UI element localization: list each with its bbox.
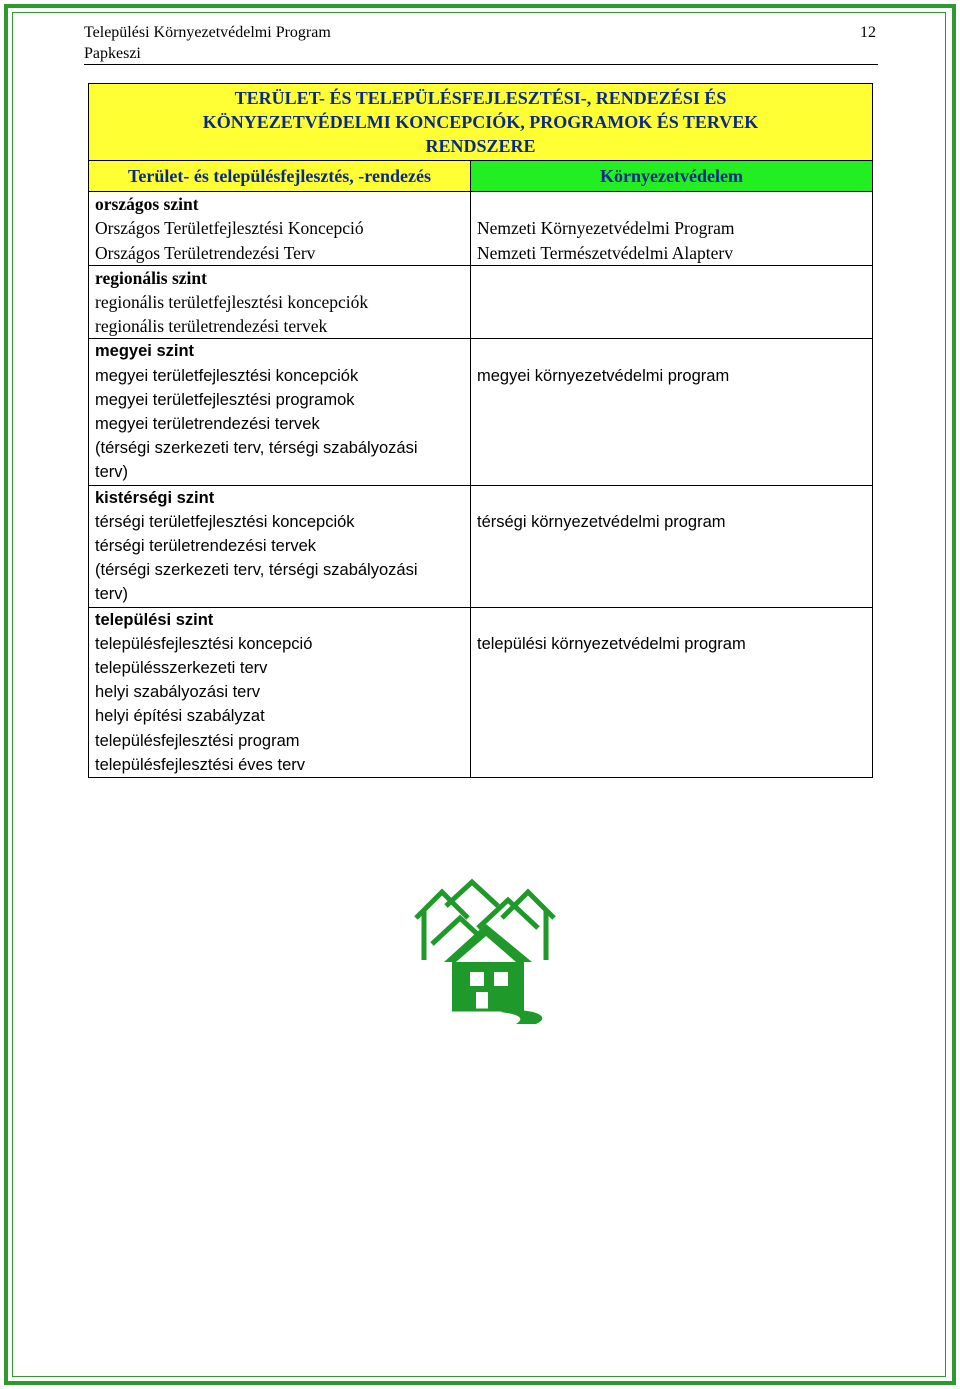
list-item: Nemzeti Környezetvédelmi Program (477, 218, 735, 239)
list-item: megyei területfejlesztési koncepciók (95, 366, 359, 385)
list-item: helyi építési szabályzat (95, 707, 265, 726)
table-row (89, 485, 873, 607)
left-cell (89, 485, 471, 607)
list-item: regionális területfejlesztési koncepciók (95, 292, 369, 313)
list-item: térségi területfejlesztési koncepciók (95, 512, 355, 531)
table-row (89, 265, 873, 339)
list-item: (térségi szerkezeti terv, térségi szabályozási (95, 561, 418, 580)
title-row (89, 84, 873, 161)
houses-logo-icon (412, 878, 562, 1024)
right-cell (471, 607, 873, 777)
column-header-row (89, 161, 873, 192)
list-item: terv) (95, 585, 128, 604)
right-cell (471, 265, 873, 339)
right-cell (471, 339, 873, 485)
level-label: megyei szint (95, 342, 195, 361)
left-cell (89, 607, 471, 777)
right-cell (471, 485, 873, 607)
header-title: Települési Környezetvédelmi Program (84, 24, 331, 41)
list-item: megyei területrendezési tervek (95, 415, 320, 434)
right-cell (471, 192, 873, 266)
list-item: településfejlesztési program (95, 731, 300, 750)
level-label: kistérségi szint (95, 488, 215, 507)
list-item: térségi környezetvédelmi program (477, 512, 726, 531)
column-header-development: Terület- és településfejlesztés, -rendezés (89, 161, 471, 192)
list-item: Országos Területrendezési Terv (95, 242, 316, 263)
list-item: Nemzeti Természetvédelmi Alapterv (477, 242, 733, 263)
list-item: térségi területrendezési tervek (95, 537, 317, 556)
table-title-line: KÖNYEZETVÉDELMI KONCEPCIÓK, PROGRAMOK ÉS TERVEK (202, 112, 759, 132)
list-item: regionális területrendezési tervek (95, 316, 328, 337)
table-row (89, 192, 873, 266)
left-cell (89, 192, 471, 266)
page-header (84, 22, 878, 64)
header-location: Papkeszi (84, 45, 141, 62)
level-label: regionális szint (95, 267, 207, 288)
level-label: országos szint (95, 194, 199, 215)
list-item: (térségi szerkezeti terv, térségi szabályozási (95, 439, 418, 458)
table-title-line: TERÜLET- ÉS TELEPÜLÉSFEJLESZTÉSI-, RENDEZÉSI ÉS (234, 88, 727, 108)
level-label: települési szint (95, 610, 214, 629)
list-item: Országos Területfejlesztési Koncepció (95, 218, 364, 239)
planning-system-table (88, 83, 873, 778)
left-cell (89, 339, 471, 485)
list-item: megyei környezetvédelmi program (477, 366, 730, 385)
table-title-line: RENDSZERE (425, 136, 536, 156)
left-cell (89, 265, 471, 339)
list-item: terv) (95, 463, 128, 482)
table-row (89, 339, 873, 485)
list-item: helyi szabályozási terv (95, 683, 261, 702)
list-item: megyei területfejlesztési programok (95, 390, 355, 409)
page-number: 12 (860, 24, 876, 41)
table-title (89, 84, 873, 161)
list-item: településszerkezeti terv (95, 659, 268, 678)
list-item: településfejlesztési éves terv (95, 755, 306, 774)
list-item: településfejlesztési koncepció (95, 634, 313, 653)
column-header-environment: Környezetvédelem (471, 161, 873, 192)
header-rule (84, 64, 878, 65)
list-item: települési környezetvédelmi program (477, 634, 746, 653)
table-row (89, 607, 873, 777)
